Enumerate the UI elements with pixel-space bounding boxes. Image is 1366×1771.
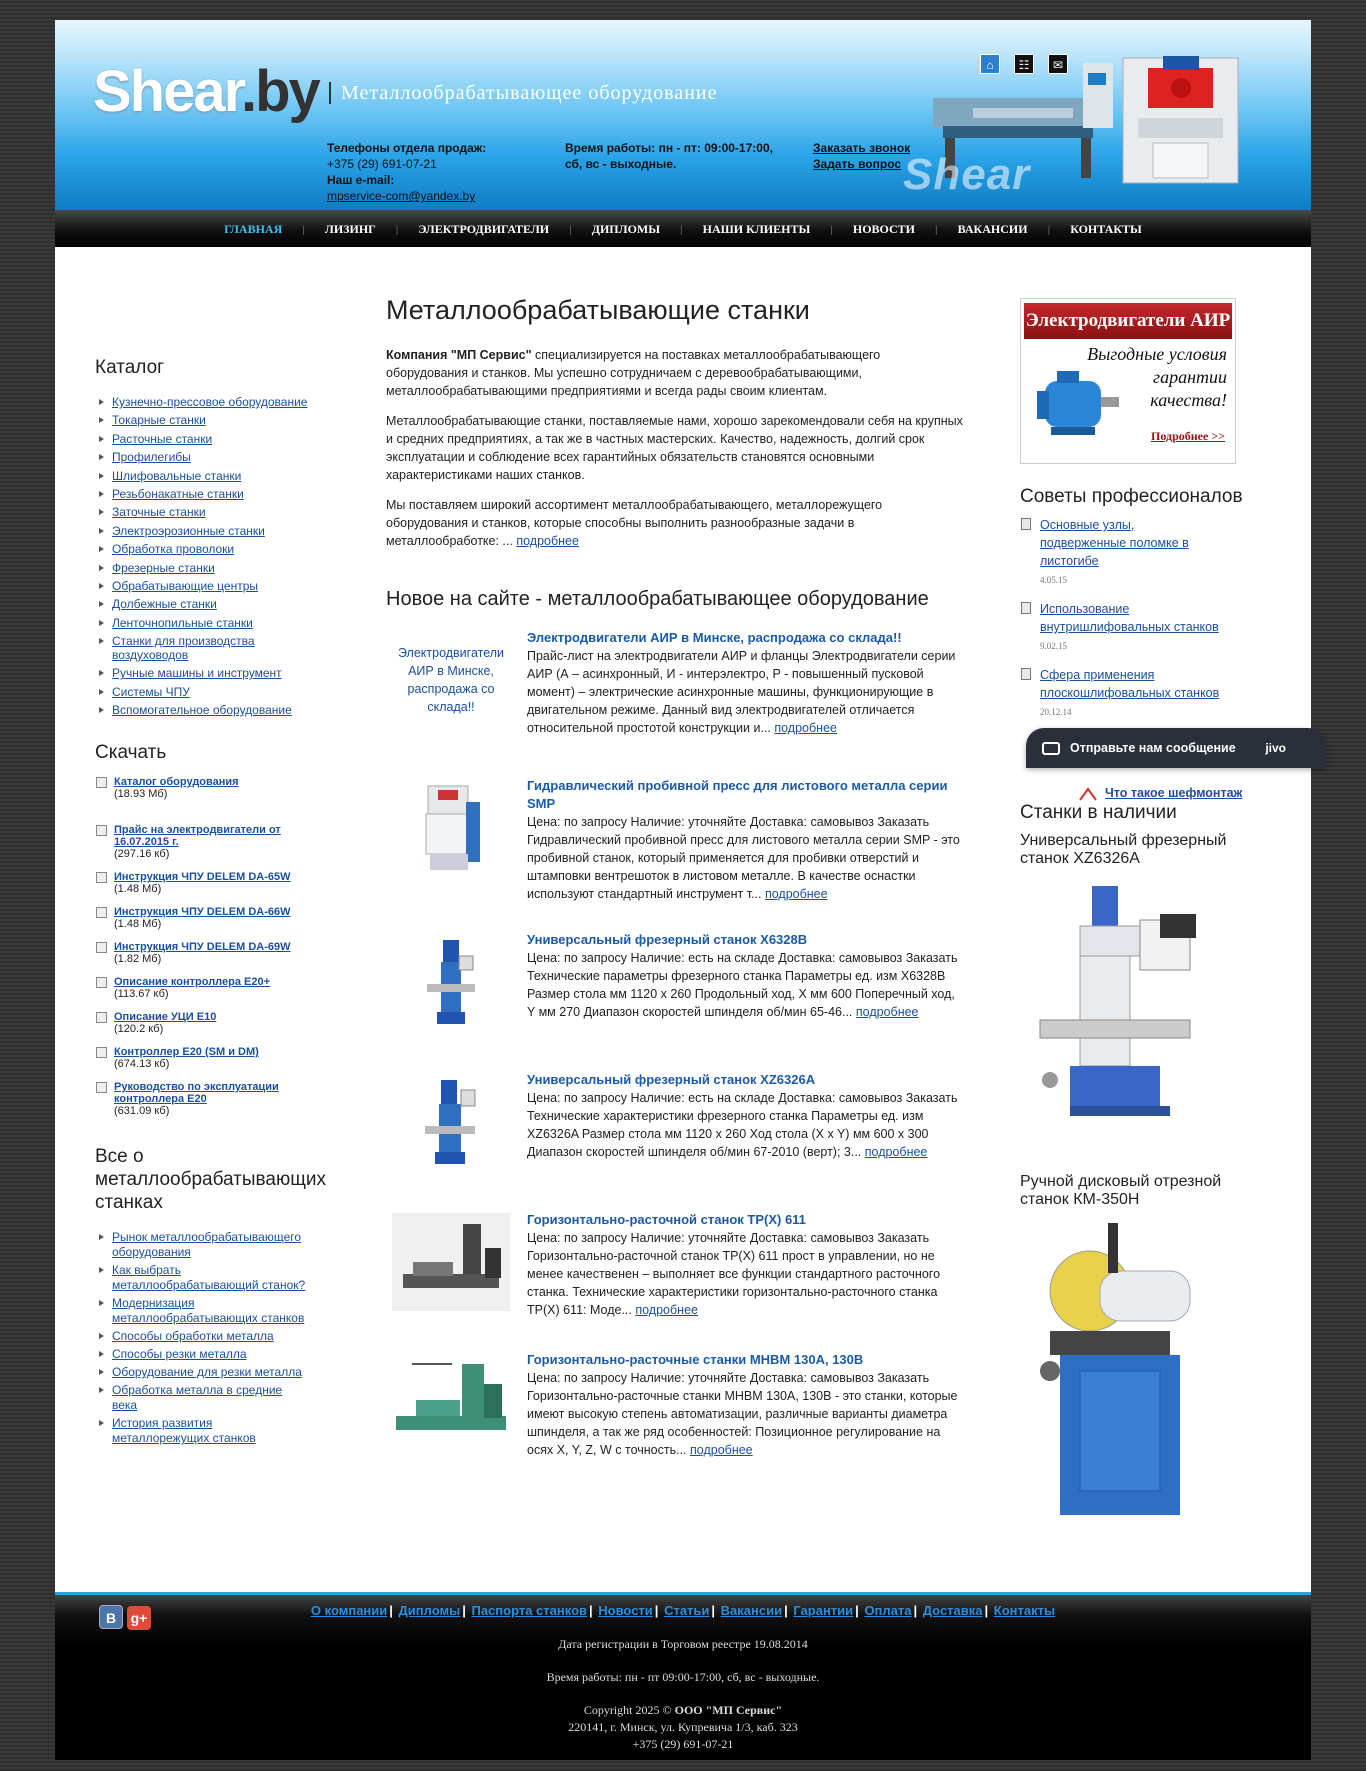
file-size: (297.16 кб) xyxy=(114,848,170,861)
catalog-link[interactable]: Фрезерные станки xyxy=(112,560,215,575)
catalog-link[interactable]: Системы ЧПУ xyxy=(112,684,190,699)
catalog-link[interactable]: Обработка проволоки xyxy=(112,542,235,557)
articles-heading: Все о металлообрабатывающих станках xyxy=(95,1146,326,1214)
tip-link[interactable]: Сфера применения плоскошлифовальных станков xyxy=(1040,668,1220,700)
document-icon xyxy=(1021,668,1031,680)
news-thumb[interactable] xyxy=(392,1353,510,1451)
downloads-list xyxy=(95,776,345,1117)
list-item xyxy=(99,413,345,427)
news-heading: Новое на сайте - металлообрабатывающее оборудование xyxy=(386,588,929,610)
list-item xyxy=(99,1263,309,1293)
nav-item-contacts[interactable]: КОНТАКТЫ xyxy=(1070,222,1142,236)
article-link[interactable]: Оборудование для резки металла xyxy=(112,1365,302,1380)
nav-separator: | xyxy=(935,225,938,236)
page-container xyxy=(55,20,1311,1760)
hours-line-2: сб, вс - выходные. xyxy=(565,157,677,171)
list-item xyxy=(99,1416,289,1446)
catalog-link[interactable]: Шлифовальные станки xyxy=(112,468,242,483)
phones-label: Телефоны отдела продаж: xyxy=(327,141,487,155)
message-icon xyxy=(1042,742,1060,755)
footer-link[interactable]: Оплата xyxy=(864,1603,912,1618)
document-icon xyxy=(1021,518,1031,530)
site-header xyxy=(55,20,1311,210)
list-item xyxy=(99,579,345,593)
footer-links: О компании | Дипломы | Паспорта станков | Новости | Статьи | Вакансии | Гарантии | Оплата | Доставка | Контакты xyxy=(310,1603,1056,1618)
download-item xyxy=(95,941,345,965)
footer-address: 220141, г. Минск, ул. Купревича 1/3, каб. 323 xyxy=(568,1720,798,1734)
copyright xyxy=(55,1702,1311,1719)
banner-text: Выгодные условия гарантии качества! xyxy=(1087,344,1227,410)
paragraph-3 xyxy=(386,496,964,550)
catalog-link[interactable]: Токарные станки xyxy=(112,413,206,428)
download-item xyxy=(95,824,285,860)
news-title[interactable]: Гидравлический пробивной пресс для листового металла серии SMP xyxy=(527,778,948,811)
file-icon xyxy=(96,777,107,788)
chat-widget[interactable] xyxy=(1026,728,1326,768)
email-link[interactable]: mpservice-com@yandex.by xyxy=(327,189,476,203)
order-call-link[interactable]: Заказать звонок xyxy=(813,141,911,155)
contact-phones xyxy=(327,140,547,204)
download-link[interactable]: Описание УЦИ E10 xyxy=(114,1011,217,1024)
file-size: (674.13 кб) xyxy=(114,1058,170,1071)
tips-heading: Советы профессионалов xyxy=(1020,486,1243,507)
nav-item-leasing[interactable]: ЛИЗИНГ xyxy=(324,222,376,236)
news-thumb-broken[interactable] xyxy=(392,631,510,729)
list-item xyxy=(99,1383,289,1413)
nav-separator: | xyxy=(680,225,683,236)
paragraph-2: Металлообрабатывающие станки, поставляемые нами, хорошо зарекомендовали себя на крупных и средних предприятиях, а так же в частных мастерских. Качество, надежность, долгий срок эксплуатации и соблюдение всех гарантийных обязательств становятся основными характеристиками наших станков. xyxy=(386,414,963,482)
broken-image-alt: Электродвигатели АИР в Минске, распродажа со склада!! xyxy=(397,646,505,714)
article-link[interactable]: История развития металлорежущих станков xyxy=(112,1416,256,1446)
article-link[interactable]: Способы резки металла xyxy=(112,1347,247,1362)
download-item xyxy=(95,906,345,930)
news-thumb[interactable] xyxy=(392,933,510,1031)
news-text: Прайс-лист на электродвигатели АИР и фланцы Электродвигатели серии АИР (А – асинхронный, И - интерэлектро, Р - повышенный пусковой момент) – электрические асинхронные машины, функционирующие в двигательном режиме. Данный вид электродвигателей отличается относительной простотой конструкции и... xyxy=(527,649,956,735)
banner-title: Электродвигатели АИР xyxy=(1024,303,1232,339)
list-item xyxy=(99,561,345,575)
mail-icon[interactable]: ✉ xyxy=(1048,54,1068,74)
list-item xyxy=(99,1329,309,1344)
email-label: Наш e-mail: xyxy=(327,173,395,187)
list-item xyxy=(99,505,345,519)
more-link[interactable]: подробнее xyxy=(690,1443,753,1457)
main-content xyxy=(386,294,964,1499)
more-link[interactable]: подробнее xyxy=(864,1145,928,1159)
download-link[interactable]: Инструкция ЧПУ DELEM DA-69W xyxy=(114,941,291,954)
download-link[interactable]: Контроллер E20 (SM и DM) xyxy=(114,1046,259,1059)
news-text: Цена: по запросу Наличие: уточняйте Доставка: самовывоз Заказать Горизонтально-расточной станок TP(X) 611 прост в управлении, но не менее качественен – выполняет все функции стандартного расточного станка. Технические характеристики горизонтально-расточного станка TP(X) 611: Моде... xyxy=(527,1231,941,1317)
news-thumb[interactable] xyxy=(392,779,510,877)
list-item xyxy=(99,542,345,556)
file-icon xyxy=(96,1012,107,1023)
download-item xyxy=(95,871,345,895)
catalog-link[interactable]: Станки для производства воздуховодов xyxy=(112,634,255,663)
news-item xyxy=(386,1071,964,1183)
site-logo[interactable]: Shear.by xyxy=(93,59,319,124)
tip-item xyxy=(1020,600,1280,654)
download-item xyxy=(95,1011,345,1035)
site-footer xyxy=(55,1592,1311,1760)
tip-link[interactable]: Использование внутришлифовальных станков xyxy=(1040,602,1219,634)
footer-link[interactable]: Гарантии xyxy=(793,1603,854,1618)
news-item xyxy=(386,1351,964,1471)
footer-link[interactable]: Паспорта станков xyxy=(471,1603,588,1618)
file-size: (1.48 Мб) xyxy=(114,918,162,931)
catalog-link[interactable]: Профилегибы xyxy=(112,450,191,465)
header-watermark: Shear xyxy=(903,150,1031,199)
download-link[interactable]: Прайс на электродвигатели от 16.07.2015 г. xyxy=(114,824,281,849)
download-link[interactable]: Описание контроллера E20+ xyxy=(114,976,271,989)
list-item xyxy=(99,666,345,680)
file-icon xyxy=(96,1082,107,1093)
file-icon xyxy=(96,1047,107,1058)
news-title[interactable]: Электродвигатели АИР в Минске, распродажа со склада!! xyxy=(527,630,902,645)
shefmontazh-link[interactable]: Что такое шефмонтаж xyxy=(1105,786,1243,800)
catalog-link[interactable]: Вспомогательное оборудование xyxy=(112,703,292,718)
motors-banner[interactable] xyxy=(1020,298,1236,464)
milling-machine-image[interactable] xyxy=(1020,880,1220,1130)
catalog-link[interactable]: Электроэрозионные станки xyxy=(112,523,265,538)
news-title[interactable]: Универсальный фрезерный станок XZ6326A xyxy=(527,1072,816,1087)
tip-link[interactable]: Основные узлы, подверженные поломке в листогибе xyxy=(1040,518,1189,568)
nav-item-diplomas[interactable]: ДИПЛОМЫ xyxy=(591,222,661,236)
header-icon-bar xyxy=(980,54,1082,74)
sitemap-icon[interactable]: ☷ xyxy=(1014,54,1034,74)
article-link[interactable]: Обработка металла в средние века xyxy=(112,1383,283,1413)
list-item xyxy=(99,524,345,538)
list-item xyxy=(99,432,345,446)
list-item xyxy=(99,1365,309,1380)
chat-widget-label: Отправьте нам сообщение xyxy=(1070,741,1236,755)
list-item xyxy=(99,597,345,611)
catalog-link[interactable]: Расточные станки xyxy=(112,431,213,446)
tip-item xyxy=(1020,666,1280,720)
download-item xyxy=(95,976,345,1000)
file-size: (113.67 кб) xyxy=(114,988,169,1001)
nav-separator: | xyxy=(1047,225,1051,236)
intro-paragraph xyxy=(386,346,964,400)
catalog-link[interactable]: Кузнечно-прессовое оборудование xyxy=(112,395,308,409)
stock-heading: Станки в наличии xyxy=(1020,802,1177,823)
tip-date: 4.05.15 xyxy=(1040,575,1067,585)
news-text: Цена: по запросу Наличие: есть на складе Доставка: самовывоз Заказать Технические параметры фрезерного станка Параметры ед. изм X6328B Размер стола мм 1120 x 260 Продольный ход, X мм 600 Поперечный ход, Y мм 270 Диапазон скоростей шпинделя об/мин 65-46... xyxy=(527,951,958,1019)
file-size: (1.48 Мб) xyxy=(114,883,162,896)
list-item xyxy=(99,487,345,501)
file-icon xyxy=(96,872,107,883)
downloads-heading: Скачать xyxy=(95,742,167,764)
jivo-logo: jivo xyxy=(1265,741,1286,755)
catalog-heading: Каталог xyxy=(95,357,165,378)
company-name: Компания "МП Сервис" xyxy=(386,348,532,362)
download-item xyxy=(95,1081,285,1117)
download-item xyxy=(95,1046,345,1070)
nav-item-motors[interactable]: ЭЛЕКТРОДВИГАТЕЛИ xyxy=(418,222,550,236)
download-link[interactable]: Каталог оборудования xyxy=(114,776,239,789)
nav-item-news[interactable]: НОВОСТИ xyxy=(852,222,916,236)
list-item xyxy=(99,395,345,409)
list-item xyxy=(99,634,259,662)
list-item xyxy=(99,1347,309,1362)
download-link[interactable]: Инструкция ЧПУ DELEM DA-65W xyxy=(114,871,291,884)
shefmontazh-item xyxy=(1079,786,1242,801)
intro-text: специализируется на поставках металлообрабатывающего оборудования и станков. Мы успешно сотрудничаем с деревообрабатывающими, металлообрабатывающими предприятиями и всегда рады своим клиентам. xyxy=(386,348,881,398)
site-tagline: Металлообрабатывающее оборудование xyxy=(329,82,717,104)
left-sidebar xyxy=(95,356,345,1449)
stock-product-name[interactable]: Ручной дисковый отрезной станок КМ-350Н xyxy=(1020,1173,1222,1208)
news-item xyxy=(386,1211,964,1323)
nav-item-vacancies[interactable]: ВАКАНСИИ xyxy=(957,222,1028,236)
tools-icon xyxy=(1079,787,1097,801)
download-item xyxy=(95,776,345,800)
news-title[interactable]: Горизонтально-расточной станок TP(X) 611 xyxy=(527,1212,806,1227)
file-size: (18.93 Мб) xyxy=(114,788,168,801)
hours-line-1: Время работы: пн - пт: 09:00-17:00, xyxy=(565,141,773,155)
banner-more-link[interactable]: Подробнее >> xyxy=(1151,429,1225,443)
more-link[interactable]: подробнее xyxy=(764,887,828,901)
list-item xyxy=(99,703,345,717)
list-item xyxy=(99,685,345,699)
catalog-link[interactable]: Заточные станки xyxy=(112,505,206,520)
download-link[interactable]: Инструкция ЧПУ DELEM DA-66W xyxy=(114,906,291,919)
tip-date: 9.02.15 xyxy=(1040,641,1067,651)
more-link[interactable]: подробнее xyxy=(516,534,579,548)
nav-item-clients[interactable]: НАШИ КЛИЕНТЫ xyxy=(702,222,811,236)
work-hours xyxy=(565,140,785,172)
news-title[interactable]: Универсальный фрезерный станок X6328B xyxy=(527,932,808,947)
articles-list xyxy=(99,1230,345,1446)
list-item xyxy=(99,1296,309,1326)
news-text: Цена: по запросу Наличие: есть на складе Доставка: самовывоз Заказать Технические характеристики фрезерного станка Параметры ед. изм XZ6326A Размер стола мм 1120 x 260 Ход стола (X x Y) мм 600 x 300 Диапазон скоростей шпинделя об/мин 67-2010 (верт); 3... xyxy=(527,1091,958,1159)
page-title: Металлообрабатывающие станки xyxy=(386,295,810,325)
footer-link[interactable]: Новости xyxy=(598,1603,653,1618)
article-link[interactable]: Модернизация металлообрабатывающих станков xyxy=(112,1296,305,1326)
nav-separator: | xyxy=(395,225,399,236)
file-icon xyxy=(96,942,107,953)
vk-icon[interactable]: В xyxy=(99,1605,123,1629)
list-item xyxy=(99,450,345,464)
news-text: Цена: по запросу Наличие: уточняйте Доставка: самовывоз Заказать Гидравлический пробивной пресс для листового металла серии SMP - это пробивной станок, который применяется для пробивки отверстий и штамповки вентрешоток в листовом металле. В качестве оснастки используют стандартный инструмент т... xyxy=(527,815,960,901)
news-item xyxy=(386,931,964,1043)
footer-link[interactable]: О компании xyxy=(310,1603,388,1618)
home-icon[interactable]: ⌂ xyxy=(980,54,1000,74)
nav-separator: | xyxy=(569,225,572,236)
tip-item xyxy=(1020,516,1280,588)
milling-machine-image xyxy=(421,1076,481,1168)
more-link[interactable]: подробнее xyxy=(635,1303,698,1317)
company-name: ООО "МП Сервис" xyxy=(674,1703,783,1717)
list-item xyxy=(99,469,345,483)
ask-question-link[interactable]: Задать вопрос xyxy=(813,157,902,171)
news-thumb[interactable] xyxy=(392,1213,510,1311)
boring-machine-image xyxy=(392,1354,510,1450)
catalog-link[interactable]: Долбежные станки xyxy=(112,597,217,612)
cutoff-saw-image[interactable] xyxy=(1020,1221,1220,1521)
social-links xyxy=(99,1605,155,1630)
nav-item-home[interactable]: ГЛАВНАЯ xyxy=(224,222,283,236)
phone-number: +375 (29) 691-07-21 xyxy=(327,157,437,171)
paragraph-3-text: Мы поставляем широкий ассортимент металлообрабатывающего, металлорежущего оборудования и станков, которые способны выполнить разнообразные задачи в металлообработке: ... xyxy=(386,498,883,548)
news-item xyxy=(386,777,964,903)
document-icon xyxy=(1021,602,1031,614)
news-text: Цена: по запросу Наличие: уточняйте Доставка: самовывоз Заказать Горизонтально-расточные станки МНВМ 130А, 130В - это станки, которые имеют высокую степень автоматизации, различные варианты диаметра шпинделя, а так же ряд особенностей: Позиционное регулирование на осях X, Y, Z, W с точность... xyxy=(527,1371,958,1457)
download-link[interactable]: Руководство по эксплуатации контроллера E20 xyxy=(114,1081,279,1106)
catalog-list xyxy=(99,395,345,717)
footer-link[interactable]: Контакты xyxy=(993,1603,1056,1618)
list-item xyxy=(99,1230,309,1260)
right-sidebar xyxy=(1020,298,1280,1526)
news-thumb[interactable] xyxy=(392,1073,510,1171)
milling-machine-image xyxy=(423,936,479,1028)
tip-date: 20.12.14 xyxy=(1040,707,1072,717)
article-link[interactable]: Способы обработки металла xyxy=(112,1329,274,1344)
footer-hours: Время работы: пн - пт 09:00-17:00, сб, вс - выходные. xyxy=(546,1670,820,1684)
main-nav xyxy=(55,210,1311,247)
footer-phone: +375 (29) 691-07-21 xyxy=(632,1737,734,1751)
news-item xyxy=(386,629,964,749)
stock-product-name[interactable]: Универсальный фрезерный станок XZ6326A xyxy=(1020,832,1227,867)
footer-link[interactable]: Доставка xyxy=(922,1603,983,1618)
google-plus-icon[interactable]: g+ xyxy=(127,1606,151,1630)
press-machine-image xyxy=(416,782,486,874)
catalog-link[interactable]: Обрабатывающие центры xyxy=(112,578,259,593)
list-item xyxy=(99,616,345,630)
file-icon xyxy=(96,825,107,836)
file-size: (1.82 Мб) xyxy=(114,953,162,966)
footer-link[interactable]: Статьи xyxy=(664,1603,710,1618)
more-link[interactable]: подробнее xyxy=(774,721,837,735)
boring-machine-image xyxy=(393,1214,509,1310)
footer-link[interactable]: Дипломы xyxy=(398,1603,461,1618)
article-link[interactable]: Рынок металлообрабатывающего оборудования xyxy=(112,1230,302,1260)
article-link[interactable]: Как выбрать металлообрабатывающий станок? xyxy=(112,1263,306,1293)
catalog-link[interactable]: Ленточнопильные станки xyxy=(112,615,253,630)
nav-separator: | xyxy=(830,225,833,236)
registration-date: Дата регистрации в Торговом реестре 19.08.2014 xyxy=(558,1637,808,1651)
news-title[interactable]: Горизонтально-расточные станки МНВМ 130А, 130В xyxy=(527,1352,864,1367)
file-size: (120.2 кб) xyxy=(114,1023,164,1036)
catalog-link[interactable]: Ручные машины и инструмент xyxy=(112,666,282,681)
file-icon xyxy=(96,907,107,918)
file-icon xyxy=(96,977,107,988)
footer-link[interactable]: Вакансии xyxy=(720,1603,783,1618)
copyright-prefix: Copyright 2025 © xyxy=(583,1703,675,1717)
more-link[interactable]: подробнее xyxy=(855,1005,919,1019)
nav-separator: | xyxy=(302,225,305,236)
file-size: (631.09 кб) xyxy=(114,1105,170,1118)
catalog-link[interactable]: Резьбонакатные станки xyxy=(112,486,244,501)
